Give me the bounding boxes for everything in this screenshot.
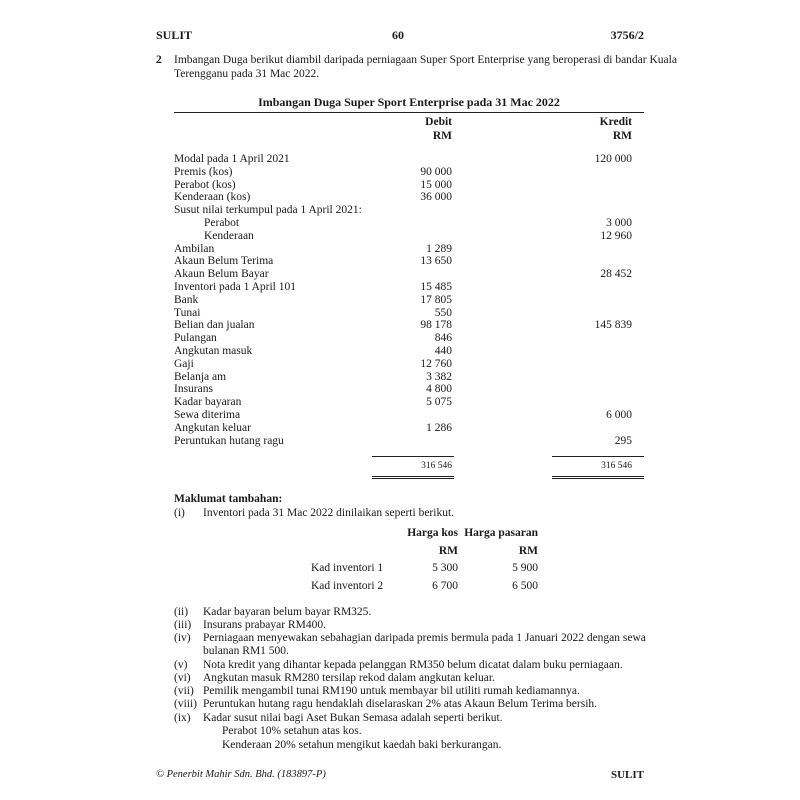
tb-row-label: Tunai (174, 306, 201, 319)
tb-row-debit: 550 (434, 306, 452, 319)
tb-row-label: Sewa diterima (174, 409, 241, 421)
tb-row-debit: 440 (434, 345, 452, 357)
tb-row-label: Perabot (204, 217, 240, 229)
inventory-col-cost: Harga kos (407, 527, 458, 539)
tb-row-debit: 846 (434, 332, 452, 345)
tb-row-debit: 3 382 (426, 370, 452, 383)
note-viii-text: Peruntukan hutang ragu hendaklah diselaraskan 2% atas Akaun Belum Terima bersih. (203, 698, 598, 710)
note-vii-text: Pemilik mengambil tunai RM190 untuk membayar bil utiliti rumah kediamannya. (203, 685, 580, 697)
tb-row-label: Angkutan masuk (174, 345, 253, 357)
inventory-row-1-label: Kad inventori 1 (311, 562, 384, 574)
tb-row-debit: 90 000 (420, 165, 452, 178)
tb-row-kredit: 28 452 (600, 268, 632, 281)
additional-info-heading: Maklumat tambahan: (174, 493, 283, 505)
inventory-row-2-label: Kad inventori 2 (311, 580, 384, 592)
note-iv-text-line2: bulanan RM1 500. (203, 645, 289, 657)
tb-row-label: Ambilan (174, 242, 215, 255)
tb-row-label: Bank (174, 293, 199, 306)
question-text-line1: Imbangan Duga berikut diambil daripada perniagaan Super Sport Enterprise yang beroperasi di bandar Kuala (174, 54, 677, 66)
inventory-cost-currency: RM (438, 545, 458, 557)
inventory-market-currency: RM (518, 545, 538, 557)
tb-row-debit: 1 289 (426, 242, 452, 255)
paper-code: 3756/2 (610, 28, 644, 42)
tb-row-label: Susut nilai terkumpul pada 1 April 2021: (174, 204, 362, 217)
tb-row-debit: 5 075 (426, 396, 452, 409)
tb-row-debit: 15 000 (420, 178, 452, 191)
tb-row-label: Gaji (174, 357, 194, 370)
debit-total-rule-bottom2 (372, 478, 454, 479)
tb-row-debit: 15 485 (420, 281, 452, 293)
tb-row-label: Premis (kos) (174, 165, 233, 178)
tb-row-kredit: 145 839 (594, 319, 632, 332)
note-i-text: Inventori pada 31 Mac 2022 dinilaikan seperti berikut. (203, 507, 455, 519)
note-ii-text: Kadar bayaran belum bayar RM325. (203, 606, 372, 618)
tb-row-debit: 36 000 (420, 191, 452, 204)
note-vii-number: (vii) (174, 685, 194, 697)
tb-row-kredit: 12 960 (600, 229, 632, 242)
tb-row-label: Insurans (174, 383, 213, 396)
footer-sulit: SULIT (610, 769, 644, 781)
tb-row-debit: 17 805 (420, 293, 452, 306)
tb-row-kredit: 3 000 (606, 217, 632, 229)
kredit-total-rule-top (552, 456, 644, 457)
inventory-row-2-market: 6 500 (512, 580, 538, 592)
debit-total-rule-bottom1 (372, 476, 454, 477)
tb-row-label: Kenderaan (204, 229, 254, 242)
title-rule (174, 112, 644, 113)
trial-balance-title: Imbangan Duga Super Sport Enterprise pada 31 Mac 2022 (258, 95, 560, 109)
depreciation-kenderaan: Kenderaan 20% setahun mengikut kaedah baki berkurangan. (222, 739, 502, 751)
kredit-total-rule-bottom1 (552, 476, 644, 477)
kredit-total: 316 546 (601, 461, 632, 471)
tb-row-kredit: 295 (614, 434, 632, 447)
page-number: 60 (392, 28, 404, 42)
tb-row-label: Pulangan (174, 332, 217, 345)
note-iv-number: (iv) (174, 632, 191, 644)
inventory-row-2-cost: 6 700 (432, 580, 458, 592)
tb-row-label: Peruntukan hutang ragu (174, 434, 284, 447)
tb-row-debit: 12 760 (420, 357, 452, 370)
kredit-header: Kredit (599, 116, 632, 128)
note-v-number: (v) (174, 659, 188, 671)
footer-publisher: © Penerbit Mahir Sdn. Bhd. (183897-P) (156, 769, 326, 780)
tb-row-label: Perabot (kos) (174, 178, 236, 191)
note-vi-text: Angkutan masuk RM280 tersilap rekod dalam angkutan keluar. (203, 672, 495, 684)
note-iv-text: Perniagaan menyewakan sebahagian daripada premis bermula pada 1 Januari 2022 dengan sewa (203, 632, 646, 644)
kredit-total-rule-bottom2 (552, 478, 644, 479)
note-ix-text: Kadar susut nilai bagi Aset Bukan Semasa adalah seperti berikut. (203, 712, 503, 724)
tb-row-debit: 98 178 (420, 319, 452, 332)
inventory-row-1-market: 5 900 (512, 562, 538, 574)
tb-row-label: Kenderaan (kos) (174, 191, 251, 204)
tb-row-label: Belanja am (174, 370, 227, 383)
tb-row-kredit: 6 000 (606, 409, 632, 421)
tb-row-label: Inventori pada 1 April 101 (174, 281, 297, 293)
debit-total-rule-top (372, 456, 454, 457)
tb-row-label: Belian dan jualan (174, 319, 255, 332)
tb-row-debit: 4 800 (426, 383, 452, 396)
tb-row-debit: 1 286 (426, 421, 452, 434)
tb-row-label: Akaun Belum Terima (174, 255, 274, 268)
tb-row-label: Kadar bayaran (174, 396, 242, 409)
header-sulit: SULIT (156, 28, 193, 42)
note-ix-number: (ix) (174, 712, 191, 724)
note-viii-number: (viii) (174, 698, 197, 710)
debit-total: 316 546 (421, 461, 452, 471)
question-number: 2 (156, 54, 162, 66)
tb-row-label: Angkutan keluar (174, 421, 251, 434)
tb-row-kredit: 120 000 (594, 153, 632, 165)
debit-currency: RM (432, 130, 452, 142)
inventory-col-market: Harga pasaran (464, 527, 538, 539)
note-iii-text: Insurans prabayar RM400. (203, 619, 326, 631)
question-text-line2: Terengganu pada 31 Mac 2022. (174, 68, 320, 80)
tb-row-debit: 13 650 (420, 255, 452, 268)
note-vi-number: (vi) (174, 672, 191, 684)
tb-row-label: Akaun Belum Bayar (174, 268, 269, 281)
tb-row-label: Modal pada 1 April 2021 (174, 153, 290, 165)
debit-header: Debit (425, 116, 452, 128)
kredit-currency: RM (612, 130, 632, 142)
note-iii-number: (iii) (174, 619, 192, 631)
note-ii-number: (ii) (174, 606, 189, 618)
note-v-text: Nota kredit yang dihantar kepada pelanggan RM350 belum dicatat dalam buku perniagaan. (203, 659, 623, 671)
inventory-row-1-cost: 5 300 (432, 562, 458, 574)
note-i-number: (i) (174, 507, 185, 519)
depreciation-perabot: Perabot 10% setahun atas kos. (222, 725, 362, 737)
